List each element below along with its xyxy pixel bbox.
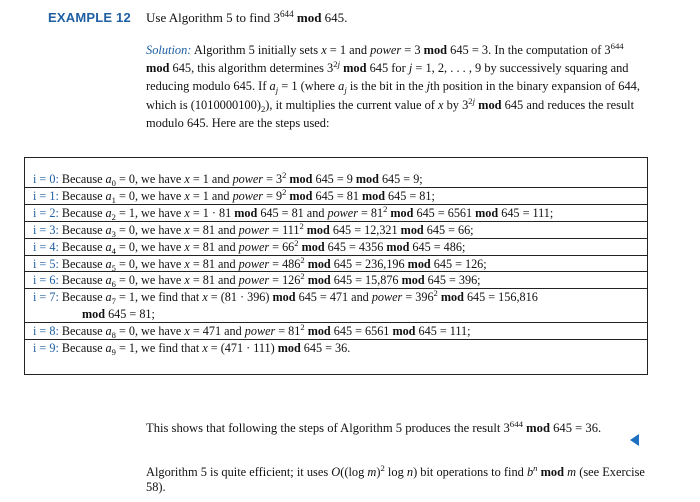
step-index: i = 1: (33, 188, 59, 203)
step-index: i = 3: (33, 222, 59, 237)
step-text: Because $a_5 = 0$, we have x = 81 and power = $486^2$ mod 645 = 236,196 mod 645 = 126; (61, 254, 487, 273)
step-continuation: mod 645 = 81; (82, 307, 155, 322)
step-text: Because $a_4 = 0$, we have x = 81 and power = $66^2$ mod 645 = 4356 mod 645 = 486; (61, 237, 466, 256)
step-text: Because $a_6 = 0$, we have x = 81 and power = $126^2$ mod 645 = 15,876 mod 645 = 396; (61, 271, 481, 290)
step-index: i = 2: (33, 205, 59, 220)
step-divider (25, 187, 647, 188)
step-line (33, 254, 487, 273)
solution-paragraph (146, 41, 646, 132)
step-index: i = 0: (33, 172, 59, 186)
steps-box (24, 157, 648, 375)
example-label: EXAMPLE 12 (48, 10, 131, 25)
step-divider (25, 204, 647, 205)
step-index: i = 9: (33, 341, 59, 355)
step-line (33, 203, 554, 222)
step-line (33, 237, 466, 256)
step-line (33, 341, 350, 356)
step-text: Because $a_8 = 0$, we have x = 471 and power = $81^2$ mod 645 = 6561 mod 645 = 111; (61, 322, 471, 341)
step-text: Because $a_9 = 1$, we find that x = (471 · 111) mod 645 = 36. (61, 341, 351, 357)
solution-body: Algorithm 5 initially sets x = 1 and power = 3 mod 645 = 3. In the computation of $3^{644}$ mod 645, this algorithm determines $3^{2j}$ mod 645 for j = 1, 2, . . . , 9 by successively squaring and reducing modulo 645. If $a_j = 1$ (where $a_j$ is the bit in the jth position in the binary expansion of 644, which is $(1010000100)_2$), it multiplies the current value of x by $3^{2j}$ mod 645 and reduces the result modulo 645. Here are the steps used: (146, 41, 640, 130)
step-text: Because $a_7 = 1$, we find that x = (81 · 396) mod 645 = 471 and power = $396^2$ mod 645 = 156,816 (61, 288, 538, 307)
step-divider (25, 238, 647, 239)
step-text: Because $a_0 = 0$, we have x = 1 and power = $3^2$ mod 645 = 9 mod 645 = 9; (61, 170, 423, 188)
step-line (33, 186, 435, 205)
step-index: i = 7: (33, 290, 59, 305)
example-statement: Use Algorithm 5 to find $3^{644}$ mod 645. (146, 9, 348, 25)
step-index: i = 4: (33, 239, 59, 254)
step-line (33, 273, 481, 288)
step-index: i = 6: (33, 273, 59, 288)
step-text: Because $a_3 = 0$, we have x = 81 and power = $111^2$ mod 645 = 12,321 mod 645 = 66; (61, 220, 474, 239)
step-divider (25, 255, 647, 256)
step-divider (25, 322, 647, 323)
step-text: Because $a_2 = 1$, we have x = 1 · 81 mod 645 = 81 and power = $81^2$ mod 645 = 6561 mod 645 = 111; (61, 203, 554, 222)
step-index: i = 5: (33, 256, 59, 271)
conclusion-text: This shows that following the steps of Algorithm 5 produces the result $3^{644}$ mod 645 = 36. (146, 419, 602, 435)
step-text: Because $a_1 = 0$, we have x = 1 and power = $9^2$ mod 645 = 81 mod 645 = 81; (61, 186, 435, 205)
step-line (33, 172, 423, 187)
end-of-example-marker (630, 434, 639, 446)
step-line (33, 220, 474, 239)
step-line (33, 324, 471, 339)
solution-label: Solution: (146, 43, 192, 57)
step-divider (25, 339, 647, 340)
step-line (33, 290, 538, 305)
step-divider (25, 221, 647, 222)
step-index: i = 8: (33, 324, 59, 339)
efficiency-paragraph: Algorithm 5 is quite efficient; it uses O((log m)$^2$ log n) bit operations to find $b^n$ mod m (see Exercise 58). (146, 463, 645, 494)
